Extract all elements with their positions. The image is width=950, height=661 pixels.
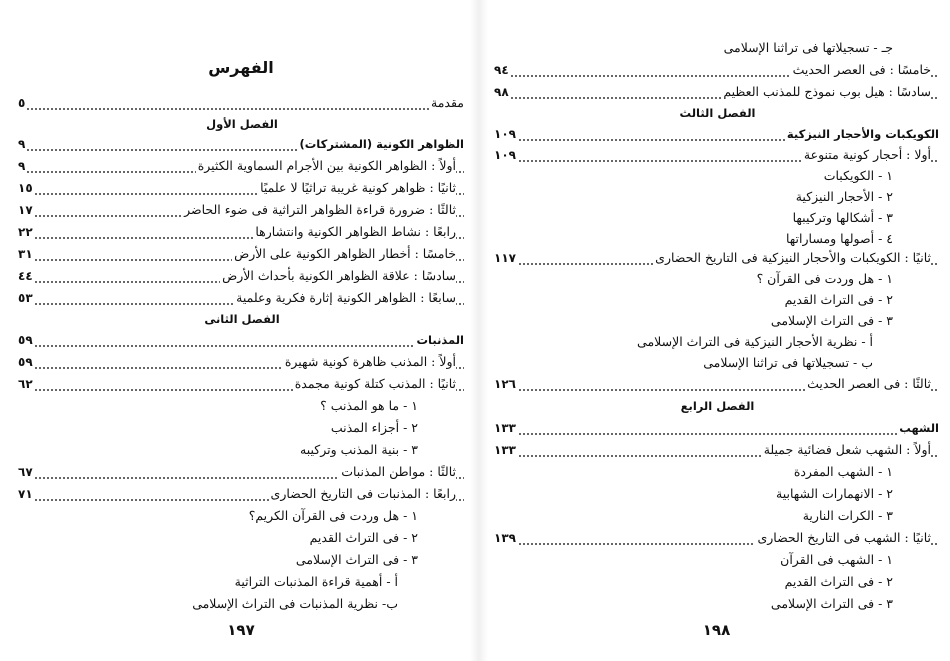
toc-subentry: جـ - تسجيلاتها فى تراثنا الإسلامى — [494, 38, 939, 58]
toc-entry: الشهب ١٣٣ — [494, 418, 939, 438]
toc-subentry: ٢ - الأحجار النيزكية — [494, 187, 939, 207]
toc-subentry: ٣ - الكرات النارية — [494, 506, 939, 526]
page-number: ١٩٧ — [227, 621, 255, 639]
toc-entry: ثانيًا : الكويكبات والأحجار النيزكية فى التاريخ الحضارى ١١٧ — [494, 248, 939, 268]
toc-entry: ثانيًا : ظواهر كونية غريبة تراثيًا لا علميًا ١٥ — [18, 178, 464, 198]
chapter-heading: الفصل الرابع — [680, 399, 755, 413]
left-page — [18, 0, 464, 661]
toc-subentry: ١ - ما هو المذنب ؟ — [18, 396, 464, 416]
page-title: الفهرس — [208, 58, 274, 77]
toc-entry: رابعًا : نشاط الظواهر الكونية وانتشارها ٢٢ — [18, 222, 464, 242]
toc-entry: خامسًا : فى العصر الحديث ٩٤ — [494, 60, 939, 80]
chapter-heading: الفصل الأول — [206, 117, 278, 131]
toc-entry: رابعًا : المذنبات فى التاريخ الحضارى ٧١ — [18, 484, 464, 504]
toc-subentry: ٣ - أشكالها وتركيبها — [494, 208, 939, 228]
toc-entry: الكويكبات والأحجار النيزكية ١٠٩ — [494, 124, 939, 144]
toc-subentry: ١ - الكويكبات — [494, 166, 939, 186]
toc-subentry: ٣ - فى التراث الإسلامى — [18, 550, 464, 570]
toc-entry: سادسًا : علاقة الظواهر الكونية بأحداث الأرض ٤٤ — [18, 266, 464, 286]
toc-subentry: ب - تسجيلاتها فى تراثنا الإسلامى — [494, 353, 939, 373]
toc-entry: سابعًا : الظواهر الكونية إثارة فكرية وعلمية ٥٣ — [18, 288, 464, 308]
toc-subentry: ٣ - فى التراث الإسلامى — [494, 594, 939, 614]
toc-subentry: ١ - هل وردت فى القرآن ؟ — [494, 269, 939, 289]
toc-subentry: ٢ - الانهمارات الشهابية — [494, 484, 939, 504]
toc-subentry: أ - نظرية الأحجار النيزكية فى التراث الإسلامى — [494, 332, 939, 352]
toc-entry: ثانيًا : المذنب كتلة كونية مجمدة ٦٢ — [18, 374, 464, 394]
toc-subentry: ٤ - أصولها ومساراتها — [494, 229, 939, 249]
chapter-heading: الفصل الثالث — [679, 106, 756, 120]
page-number: ١٩٨ — [702, 621, 731, 639]
toc-subentry: ١ - الشهب المفردة — [494, 462, 939, 482]
toc-entry: ثالثًا : مواطن المذنبات ٦٧ — [18, 462, 464, 482]
toc-subentry: ب- نظرية المذنبات فى التراث الإسلامى — [18, 594, 464, 614]
toc-entry: ثانيًا : الشهب فى التاريخ الحضارى ١٣٩ — [494, 528, 939, 548]
toc-entry: أولاً : الشهب شعل فضائية جميلة ١٣٣ — [494, 440, 939, 460]
toc-entry: المذنبات ٥٩ — [18, 330, 464, 350]
book-gutter — [470, 0, 488, 661]
chapter-heading: الفصل الثانى — [204, 312, 280, 326]
toc-entry: أولاً : المذنب ظاهرة كونية شهيرة ٥٩ — [18, 352, 464, 372]
toc-subentry: ١ - الشهب فى القرآن — [494, 550, 939, 570]
right-page — [494, 0, 939, 661]
toc-entry: خامسًا : أخطار الظواهر الكونية على الأرض ٣١ — [18, 244, 464, 264]
toc-subentry: ٢ - فى التراث القديم — [494, 572, 939, 592]
toc-subentry: أ - أهمية قراءة المذنبات التراثية — [18, 572, 464, 592]
toc-entry: الظواهر الكونية (المشتركات) ٩ — [18, 134, 464, 154]
toc-subentry: ٣ - بنية المذنب وتركيبه — [18, 440, 464, 460]
toc-subentry: ٢ - فى التراث القديم — [494, 290, 939, 310]
toc-entry: أولاً : الظواهر الكونية بين الأجرام السماوية الكثيرة ٩ — [18, 156, 464, 176]
toc-subentry: ٢ - فى التراث القديم — [18, 528, 464, 548]
toc-subentry: ٢ - أجزاء المذنب — [18, 418, 464, 438]
toc-subentry: ١ - هل وردت فى القرآن الكريم؟ — [18, 506, 464, 526]
toc-entry: أولا : أحجار كونية متنوعة ١٠٩ — [494, 145, 939, 165]
toc-entry: ثالثًا : ضرورة قراءة الظواهر التراثية فى ضوء الحاضر ١٧ — [18, 200, 464, 220]
toc-entry: ثالثًا : فى العصر الحديث ١٢٦ — [494, 374, 939, 394]
toc-subentry: ٣ - فى التراث الإسلامى — [494, 311, 939, 331]
toc-entry: مقدمة ٥ — [18, 93, 464, 113]
toc-entry: سادسًا : هيل بوب نموذج للمذنب العظيم ٩٨ — [494, 82, 939, 102]
